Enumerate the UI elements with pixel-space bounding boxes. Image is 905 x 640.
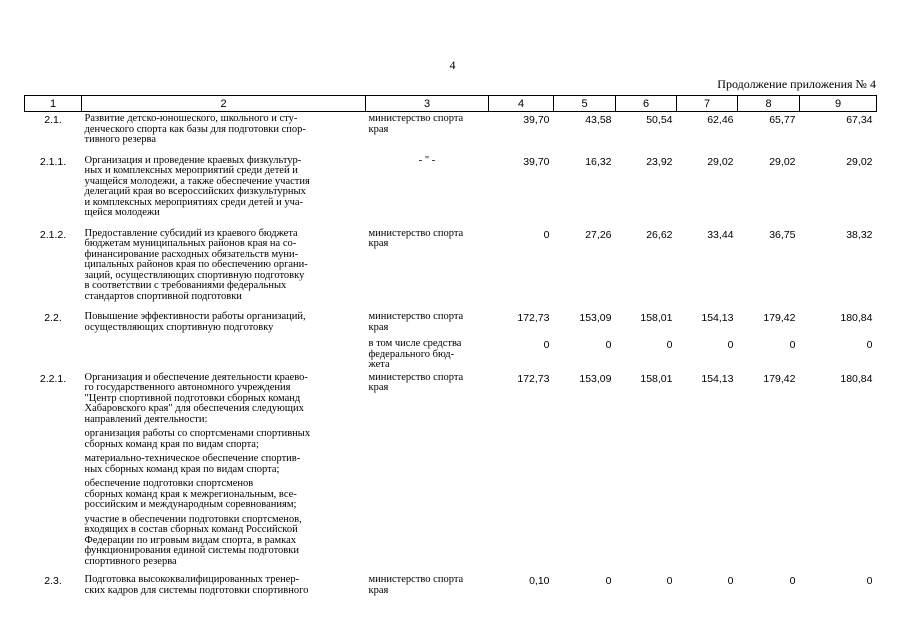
activity-paragraph: Организация и проведение краевых физкультур- ных и комплексных мероприятий среди детей и учащейся молодежи, а также обеспечение участия делегаций края во всероссийских физкультурных и комплексных мероприятиях среди детей и уча- щейся молодежи xyxy=(84,154,310,218)
column-header-1: 1 xyxy=(25,96,82,112)
funding-value-col-6: 0 xyxy=(666,339,673,351)
table-header-row xyxy=(25,96,877,112)
column-header-3: 3 xyxy=(366,96,489,112)
funding-value-col-4: 0 xyxy=(543,339,550,351)
row-number xyxy=(25,337,82,371)
activity-paragraph: Развитие детско-юношеского, школьного и сту- денческого спорта как базы для подготовки спор- тивного резерва xyxy=(84,113,306,145)
funding-value-col-8: 179,42 xyxy=(763,372,796,385)
funding-value-col-9: 67,34 xyxy=(846,114,873,126)
activity-description xyxy=(82,154,366,227)
activity-paragraph: Предоставление субсидий из краевого бюджета бюджетам муниципальных районов края на со- финансирование расходных обязательств муни- ципальных районов края по обеспечению органи- заций, осуществляющих спортивную подготовку в соответствии с требованиями федеральных стандартов спортивной подготовки xyxy=(84,227,308,302)
funding-value-col-4: 39,70 xyxy=(523,114,550,126)
column-header-9: 9 xyxy=(800,96,877,112)
funding-value-col-5: 27,26 xyxy=(585,228,612,241)
table-header xyxy=(25,96,877,112)
table-row xyxy=(25,573,877,596)
funding-value-col-8: 29,02 xyxy=(769,155,796,168)
activity-description xyxy=(82,112,366,154)
activity-description xyxy=(82,227,366,311)
table-row xyxy=(25,227,877,311)
table-row xyxy=(25,112,877,154)
funding-value-col-9: 29,02 xyxy=(846,155,873,168)
column-header-7: 7 xyxy=(677,96,738,112)
funding-value-col-8: 36,75 xyxy=(769,228,796,241)
funding-value-col-7: 33,44 xyxy=(707,228,734,241)
row-number: 2.1.2. xyxy=(39,228,67,241)
column-header-6: 6 xyxy=(616,96,677,112)
funding-value-col-8: 0 xyxy=(789,575,796,587)
appendix-continuation-label: Продолжение приложения № 4 xyxy=(717,77,876,91)
activity-description xyxy=(82,337,366,371)
responsible-executor: - " - xyxy=(418,154,436,166)
funding-value-col-4: 39,70 xyxy=(523,155,550,168)
funding-value-col-6: 50,54 xyxy=(646,114,673,126)
funding-value-col-4: 0,10 xyxy=(529,575,550,587)
column-header-4: 4 xyxy=(489,96,554,112)
responsible-executor: министерство спорта края xyxy=(368,574,464,596)
activity-description xyxy=(82,573,366,596)
funding-value-col-7: 154,13 xyxy=(701,312,734,324)
funding-value-col-6: 0 xyxy=(666,575,673,587)
column-header-8: 8 xyxy=(738,96,800,112)
row-number: 2.1. xyxy=(44,114,62,126)
row-number: 2.1.1. xyxy=(39,155,67,168)
table-row xyxy=(25,154,877,227)
funding-value-col-9: 180,84 xyxy=(840,372,873,385)
funding-value-col-4: 172,73 xyxy=(517,312,550,324)
funding-value-col-7: 0 xyxy=(727,575,734,587)
row-number: 2.2. xyxy=(44,312,62,324)
funding-value-col-5: 16,32 xyxy=(585,155,612,168)
funding-value-col-5: 0 xyxy=(605,339,612,351)
activity-paragraph: Организация и обеспечение деятельности краево- го государственного автономного учреждения "Центр спортивной подготовки сборных команд Хабаровского края" для обеспечения следующих направлений деятельности: xyxy=(84,371,308,425)
activity-paragraph: Подготовка высококвалифицированных тренер- ских кадров для системы подготовки спортивного xyxy=(84,574,309,596)
funding-value-col-7: 62,46 xyxy=(707,114,734,126)
table-row xyxy=(25,371,877,574)
table-body xyxy=(25,112,877,597)
page-number: 4 xyxy=(449,58,456,72)
responsible-executor: министерство спорта края xyxy=(368,113,464,135)
funding-value-col-6: 158,01 xyxy=(640,312,673,324)
funding-value-col-9: 0 xyxy=(866,575,873,587)
responsible-executor: министерство спорта края xyxy=(368,371,464,393)
activity-description xyxy=(82,310,366,337)
table-row xyxy=(25,337,877,371)
program-funding-table xyxy=(24,95,877,596)
responsible-executor: в том числе средства федерального бюд- жета xyxy=(368,338,462,370)
activity-paragraph: материально-техническое обеспечение спортив- ных сборных команд края по видам спорта; xyxy=(84,453,301,475)
funding-value-col-9: 180,84 xyxy=(840,312,873,324)
funding-value-col-5: 153,09 xyxy=(579,372,612,385)
funding-value-col-7: 0 xyxy=(727,339,734,351)
funding-value-col-9: 0 xyxy=(866,339,873,351)
funding-value-col-4: 172,73 xyxy=(517,372,550,385)
funding-value-col-8: 179,42 xyxy=(763,312,796,324)
funding-value-col-8: 0 xyxy=(789,339,796,351)
row-number: 2.3. xyxy=(44,575,62,587)
table-row xyxy=(25,310,877,337)
responsible-executor: министерство спорта края xyxy=(368,311,464,333)
funding-value-col-5: 153,09 xyxy=(579,312,612,324)
funding-value-col-8: 65,77 xyxy=(769,114,796,126)
row-number: 2.2.1. xyxy=(39,372,67,385)
activity-description xyxy=(82,371,366,574)
activity-paragraph: обеспечение подготовки спортсменов сборных команд края к межрегиональным, все- российским и международным соревнованиям; xyxy=(84,478,297,510)
funding-value-col-6: 158,01 xyxy=(640,372,673,385)
activity-paragraph: Повышение эффективности работы организаций, осуществляющих спортивную подготовку xyxy=(84,311,306,333)
activity-paragraph: организация работы со спортсменами спортивных сборных команд края по видам спорта; xyxy=(84,428,311,450)
funding-value-col-9: 38,32 xyxy=(846,228,873,241)
funding-value-col-6: 23,92 xyxy=(646,155,673,168)
funding-value-col-4: 0 xyxy=(543,228,550,241)
column-header-2: 2 xyxy=(82,96,366,112)
funding-value-col-7: 29,02 xyxy=(707,155,734,168)
column-header-5: 5 xyxy=(554,96,616,112)
activity-paragraph: участие в обеспечении подготовки спортсменов, входящих в состав сборных команд Российской Федерации по игровым видам спорта, в рамках функционирования единой системы подготовки спортивного резерва xyxy=(84,513,302,567)
funding-value-col-5: 43,58 xyxy=(585,114,612,126)
funding-value-col-7: 154,13 xyxy=(701,372,734,385)
funding-value-col-5: 0 xyxy=(605,575,612,587)
responsible-executor: министерство спорта края xyxy=(368,227,464,249)
funding-value-col-6: 26,62 xyxy=(646,228,673,241)
